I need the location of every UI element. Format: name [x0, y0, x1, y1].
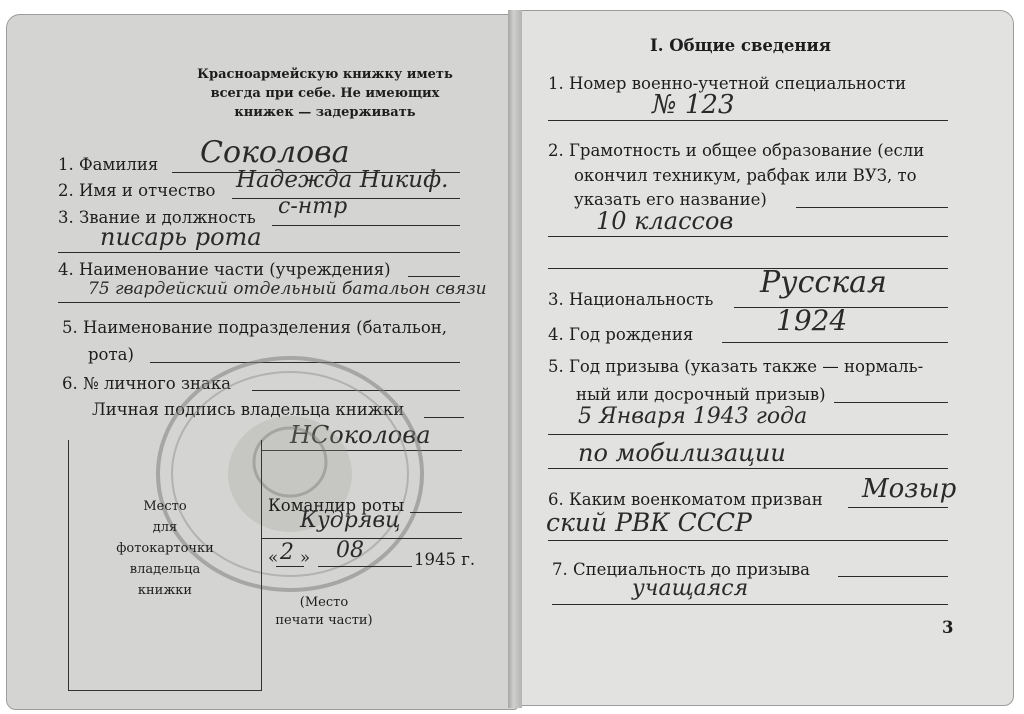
- rank-value-2: писарь рота: [100, 223, 262, 251]
- seal-caption-2: печати части): [275, 613, 373, 628]
- unit-line-2: [58, 302, 460, 303]
- date-month: 08: [336, 538, 364, 563]
- education-line-2: [548, 236, 948, 237]
- rank-label: 3. Звание и должность: [58, 208, 256, 227]
- notice-line-2: всегда при себе. Не имеющих: [210, 86, 440, 101]
- commissariat-value-1: Мозыр: [862, 474, 957, 504]
- surname-value: Соколова: [200, 135, 350, 170]
- owner-signature-label: Личная подпись владельца книжки: [92, 400, 405, 419]
- date-open-quote: «: [268, 548, 279, 567]
- seal-caption-1: (Место: [299, 595, 349, 610]
- conscription-line-3: [548, 468, 948, 469]
- conscription-value-2: по мобилизации: [578, 439, 786, 467]
- education-label-3: указать его название): [574, 190, 767, 209]
- photo-caption-4: владельца: [129, 562, 201, 577]
- page-number: 3: [942, 618, 954, 637]
- birth-year-value: 1924: [776, 304, 848, 337]
- birth-year-line: [722, 342, 948, 343]
- photo-caption-2: для: [152, 520, 178, 535]
- commander-label: Командир роты: [268, 496, 405, 515]
- conscription-line-2: [548, 434, 948, 435]
- date-year: 1945 г.: [414, 550, 476, 569]
- pre-specialty-line-2: [552, 604, 948, 605]
- commissariat-label: 6. Каким военкоматом призван: [548, 490, 823, 509]
- conscription-label-2: ный или досрочный призыв): [576, 385, 826, 404]
- commissariat-line-2: [548, 540, 948, 541]
- date-day: 2: [280, 540, 294, 565]
- conscription-label-1: 5. Год призыва (указать также — нормаль-: [548, 357, 924, 376]
- name-label: 2. Имя и отчество: [58, 181, 216, 200]
- book-spine: [508, 10, 522, 708]
- pre-specialty-value: учащаяся: [632, 576, 749, 601]
- notice-line-3: книжек — задерживать: [234, 105, 416, 120]
- section-title: I. Общие сведения: [650, 36, 831, 55]
- conscription-value-1: 5 Января 1943 года: [578, 404, 808, 429]
- conscription-line: [834, 402, 948, 403]
- nationality-label: 3. Национальность: [548, 290, 714, 309]
- nationality-value: Русская: [760, 265, 887, 300]
- date-day-line: [276, 566, 304, 567]
- rank-line-2: [58, 252, 460, 253]
- photo-caption-1: Место: [143, 499, 187, 514]
- name-value: Надежда Никиф.: [236, 167, 449, 193]
- education-label-2: окончил техникум, рабфак или ВУЗ, то: [574, 166, 917, 185]
- subdivision-label-2: рота): [88, 345, 134, 364]
- surname-label: 1. Фамилия: [58, 155, 159, 174]
- education-label-1: 2. Грамотность и общее образование (если: [548, 141, 925, 160]
- photo-caption-5: книжки: [137, 583, 193, 598]
- date-month-line: [318, 566, 412, 567]
- specialty-number-label: 1. Номер военно-учетной специальности: [548, 74, 907, 93]
- unit-value: 75 гвардейский отдельный батальон связи: [88, 279, 487, 299]
- rank-line: [272, 225, 460, 226]
- unit-label: 4. Наименование части (учреждения): [58, 260, 391, 279]
- notice-line-1: Красноармейскую книжку иметь: [197, 67, 453, 82]
- commissariat-line: [848, 507, 948, 508]
- education-line-3: [548, 268, 948, 269]
- birth-year-label: 4. Год рождения: [548, 325, 694, 344]
- owner-signature-value: НСоколова: [290, 421, 431, 449]
- subdivision-label-1: 5. Наименование подразделения (батальон,: [62, 318, 447, 337]
- specialty-number-value: № 123: [652, 90, 735, 120]
- education-value: 10 классов: [596, 207, 734, 235]
- photo-caption-3: фотокарточки: [116, 541, 214, 556]
- commander-line: [410, 512, 462, 513]
- education-line: [796, 207, 948, 208]
- commissariat-value-2: ский РВК СССР: [546, 508, 752, 537]
- pre-specialty-label: 7. Специальность до призыва: [552, 560, 810, 579]
- commander-signature: Кудрявц: [300, 508, 401, 533]
- date-close-quote: »: [300, 548, 311, 567]
- specialty-number-line: [548, 120, 948, 121]
- rank-value: с-нтр: [278, 194, 348, 219]
- pre-specialty-line: [838, 576, 948, 577]
- badge-label: 6. № личного знака: [62, 374, 231, 393]
